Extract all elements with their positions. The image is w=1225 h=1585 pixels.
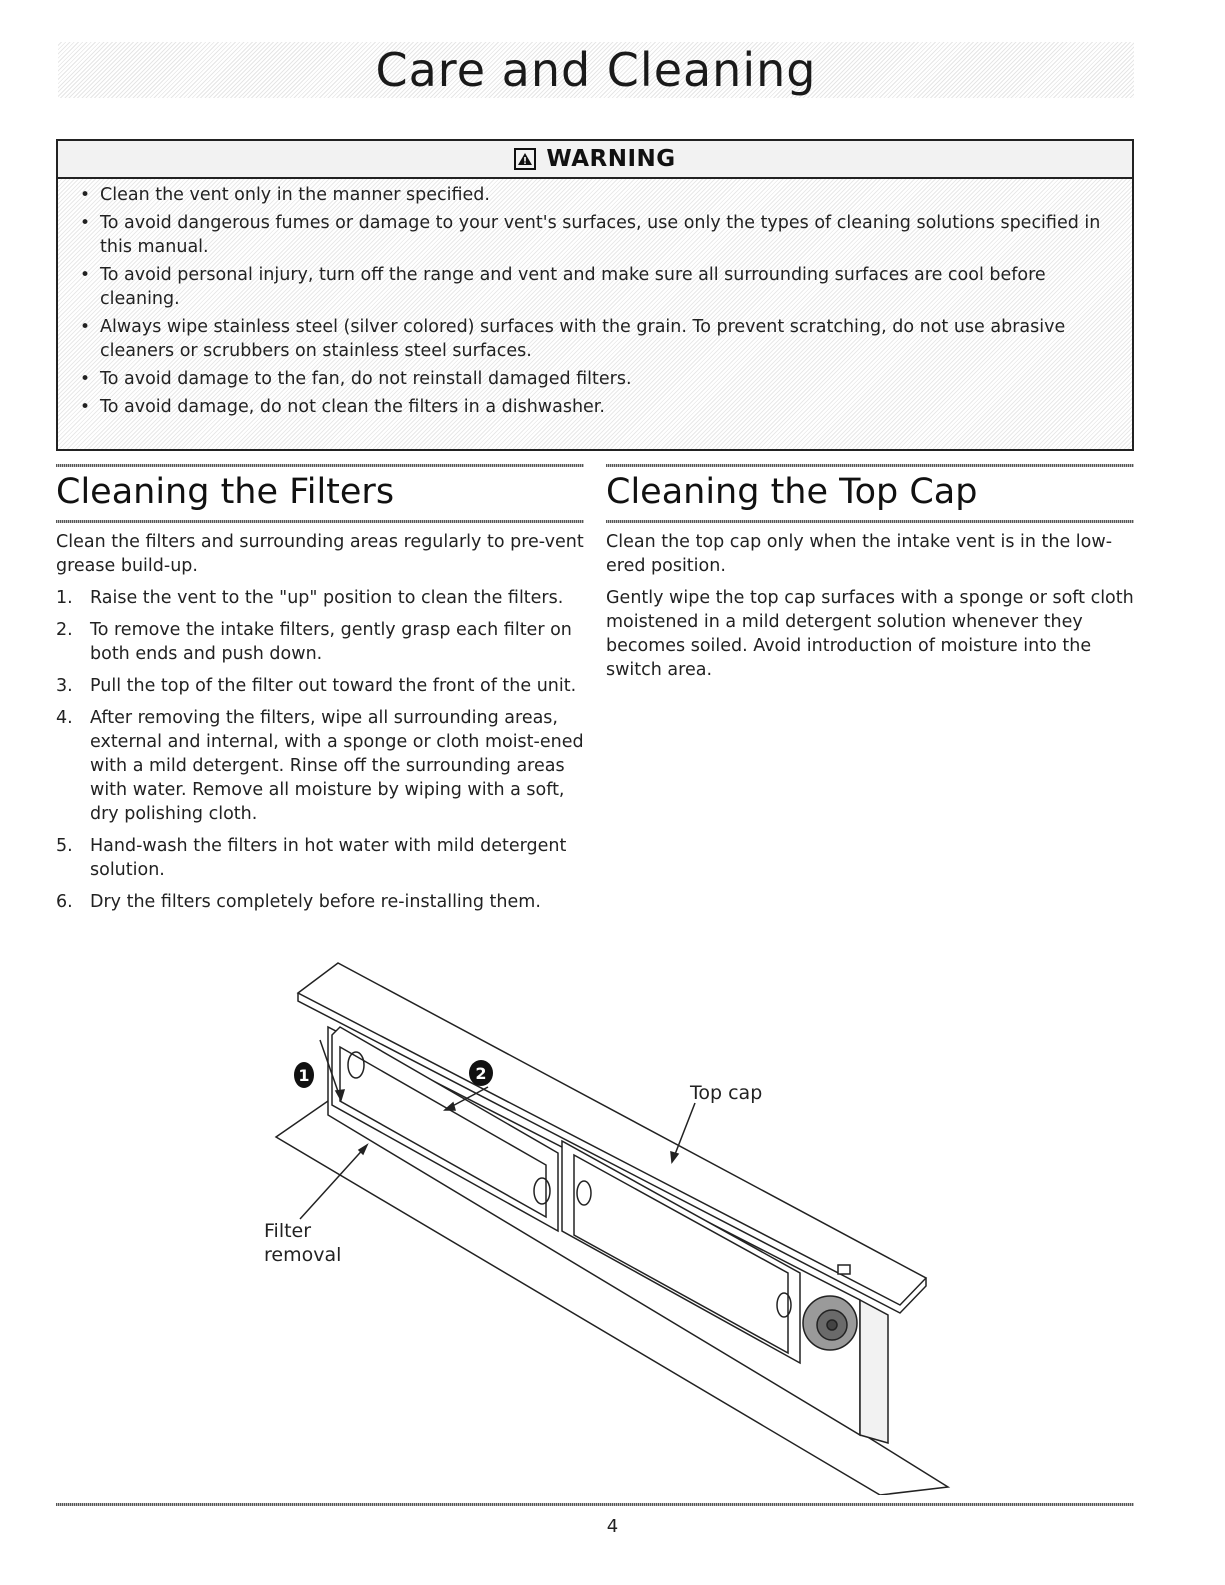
step-item: 2. To remove the intake filters, gently grasp each filter on both ends and push down.: [56, 620, 572, 664]
downdraft-vent-illustration: [240, 955, 960, 1495]
label-removal: removal: [264, 1244, 342, 1266]
filters-intro: Clean the filters and surrounding areas regularly to pre-vent grease build-up.: [56, 532, 584, 576]
top-cap-para-2: Gently wipe the top cap surfaces with a sponge or soft cloth moistened in a mild detergent solution whenever they becomes soiled. Avoid introduction of moisture into the switch area.: [606, 588, 1134, 680]
warning-item: • To avoid damage, do not clean the filters in a dishwasher.: [80, 397, 605, 417]
warning-item: • Clean the vent only in the manner specified.: [80, 185, 490, 205]
svg-text:2: 2: [475, 1064, 487, 1083]
warning-item: • To avoid dangerous fumes or damage to your vent's surfaces, use only the types of cleaning solutions specified in this manual.: [80, 213, 1101, 257]
label-filter: Filter: [264, 1220, 312, 1242]
page-title: Care and Cleaning: [375, 43, 817, 97]
top-cap-para-1: Clean the top cap only when the intake vent is in the low-ered position.: [606, 532, 1113, 576]
step-item: 6. Dry the filters completely before re-installing them.: [56, 892, 541, 912]
warning-title: WARNING: [546, 146, 676, 172]
warning-item: • To avoid personal injury, turn off the range and vent and make sure all surrounding surfaces are cool before cleaning.: [80, 265, 1046, 309]
section-rule-bottom: [606, 520, 1134, 523]
label-top-cap: Top cap: [690, 1082, 763, 1104]
section-rule-bottom: [56, 520, 584, 523]
footer-rule: [56, 1503, 1134, 1506]
warning-triangle-icon: [514, 148, 536, 170]
top-cap-section-title: Cleaning the Top Cap: [606, 472, 978, 512]
filters-section-title: Cleaning the Filters: [56, 472, 395, 512]
section-rule-top: [56, 464, 584, 467]
section-rule-top: [606, 464, 1134, 467]
step-item: 1. Raise the vent to the "up" position to clean the filters.: [56, 588, 564, 608]
step-item: 3. Pull the top of the filter out toward the front of the unit.: [56, 676, 577, 696]
step-item: 5. Hand-wash the filters in hot water with mild detergent solution.: [56, 836, 567, 880]
callout-1: [294, 1062, 314, 1088]
switch-icon: [838, 1265, 850, 1274]
title-band: [58, 42, 1134, 98]
warning-item: • To avoid damage to the fan, do not reinstall damaged filters.: [80, 369, 632, 389]
warning-header: [58, 141, 1132, 179]
page-number: 4: [606, 1516, 619, 1537]
callout-2: [469, 1060, 493, 1086]
svg-text:1: 1: [298, 1066, 310, 1085]
warning-list: [58, 179, 1132, 419]
warning-box: [56, 139, 1134, 451]
warning-item: • Always wipe stainless steel (silver colored) surfaces with the grain. To prevent scratching, do not use abrasive cleaners or scrubbers on stainless steel surfaces.: [80, 317, 1066, 361]
filters-steps: [56, 586, 586, 922]
vent-side: [860, 1300, 888, 1443]
step-item: 4. After removing the filters, wipe all surrounding areas, external and internal, with a sponge or cloth moist-ened with a mild detergent. Rinse off the surrounding areas with water. Remove all moisture by wiping with a soft, dry polishing cloth.: [56, 708, 584, 824]
